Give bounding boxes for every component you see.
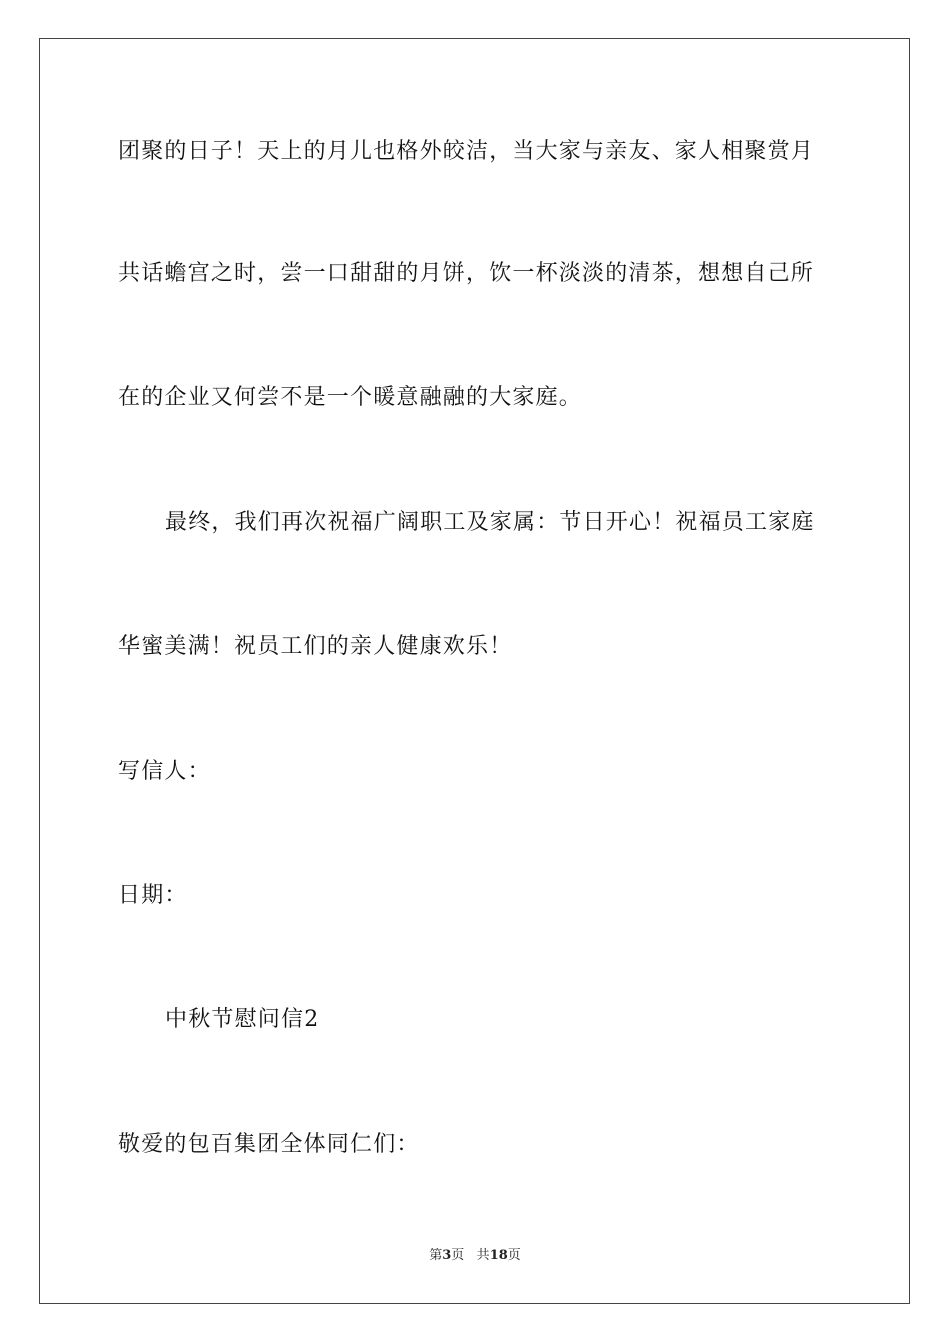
- closing-paragraph-line-2: 华蜜美满！祝员工们的亲人健康欢乐！: [118, 634, 513, 659]
- footer-page-prefix: 第: [429, 1248, 443, 1263]
- footer-total-pages: 18: [489, 1248, 508, 1263]
- footer-total-prefix: 共: [476, 1248, 490, 1263]
- date-label: 日期：: [118, 883, 188, 908]
- salutation: 敬爱的包百集团全体同仁们：: [118, 1132, 420, 1157]
- body-line-1: 团聚的日子！天上的月儿也格外皎洁，当大家与亲友、家人相聚赏月: [118, 139, 815, 164]
- footer-page-number: 3: [442, 1248, 452, 1263]
- section-title: 中秋节慰问信2: [165, 1007, 320, 1032]
- body-line-2: 共话蟾宫之时，尝一口甜甜的月饼，饮一杯淡淡的清茶，想想自己所: [118, 261, 815, 286]
- closing-paragraph-line-1: 最终，我们再次祝福广阔职工及家属：节日开心！祝福员工家庭: [165, 510, 815, 535]
- footer-page-suffix: 页: [451, 1248, 465, 1263]
- footer-total-suffix: 页: [507, 1248, 521, 1263]
- signer-label: 写信人：: [118, 759, 211, 784]
- page-border: [39, 38, 910, 1304]
- page-footer: [0, 1247, 950, 1265]
- body-line-3: 在的企业又何尝不是一个暖意融融的大家庭。: [118, 385, 583, 410]
